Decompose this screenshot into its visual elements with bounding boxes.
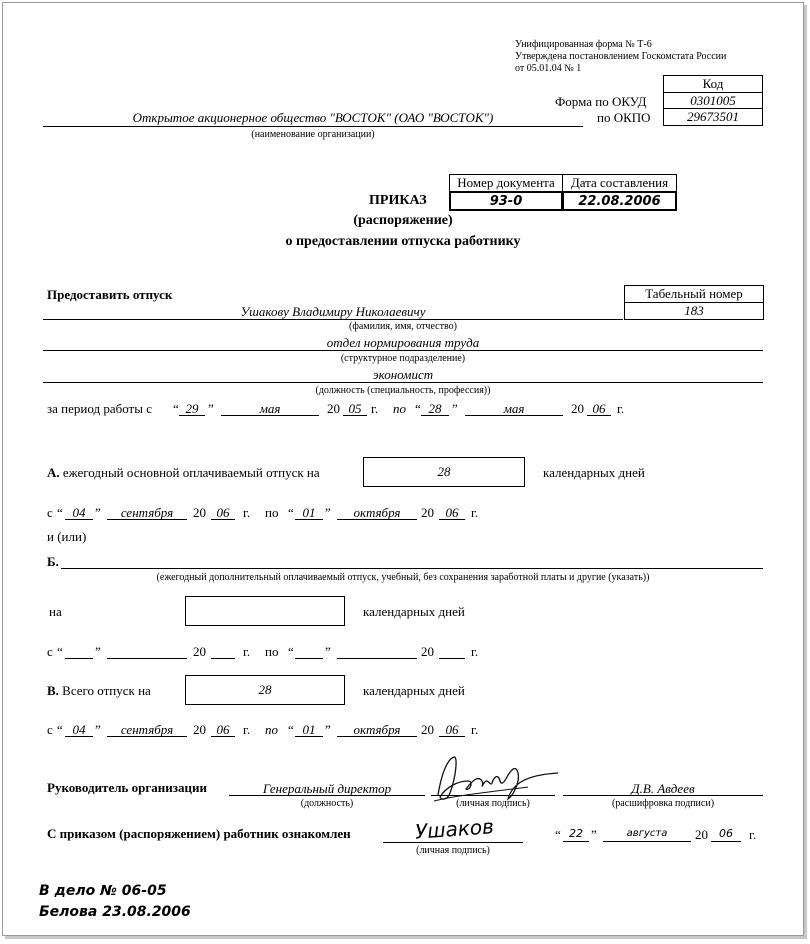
form-reference-line1: Унифицированная форма № Т-6 [515, 39, 652, 50]
head-position: Генеральный директор [262, 781, 392, 796]
work-to-day: 28 [428, 401, 442, 416]
work-from-day-line [179, 415, 205, 416]
section-v-days-label: календарных дней [363, 683, 465, 698]
quote-open: “ [173, 401, 179, 416]
year-prefix: 20 [193, 644, 206, 659]
work-from-day: 29 [185, 401, 199, 416]
work-to-year-prefix: 20 [571, 401, 584, 416]
document-subtitle: (распоряжение) [353, 213, 453, 228]
okpo-label: по ОКПО [597, 110, 651, 125]
section-b-letter: Б. [47, 554, 59, 569]
section-b-days-box [185, 596, 345, 626]
decoding-caption: (расшифровка подписи) [611, 798, 715, 809]
ack-month: августа [626, 828, 668, 839]
section-b-to-month-line [337, 658, 417, 659]
section-v-label: Всего отпуск на [62, 683, 151, 698]
tab-number-value: 183 [624, 302, 764, 320]
work-from-year: 05 [348, 401, 362, 416]
quote-close: ” [452, 401, 458, 416]
line [563, 841, 589, 842]
section-b-underline [61, 568, 763, 569]
year-prefix: 20 [193, 722, 206, 737]
employee-name-caption: (фамилия, имя, отчество) [349, 321, 457, 332]
section-a-to-day: 01 [302, 505, 316, 520]
section-v-from-month: сентября [120, 722, 174, 737]
quote-close: ” [325, 722, 331, 737]
work-to-day-line [421, 415, 449, 416]
quote-close: ” [95, 505, 101, 520]
section-a-label: ежегодный основной оплачиваемый отпуск на [62, 465, 320, 480]
line [337, 519, 417, 520]
work-from-year-suffix: г. [371, 401, 379, 416]
section-v-from-year: 06 [216, 722, 230, 737]
section-b-from-month-line [107, 658, 187, 659]
employee-signature: Ушаков [414, 814, 495, 844]
quote-close: ” [95, 644, 101, 659]
section-v-to-year: 06 [445, 722, 459, 737]
form-reference-line3: от 05.01.04 № 1 [515, 63, 582, 74]
section-a-from-year: 06 [216, 505, 230, 520]
section-b-to-day-line [295, 658, 323, 659]
year-suffix: г. [243, 722, 251, 737]
section-v-days: 28 [258, 682, 272, 697]
signature-caption: (личная подпись) [456, 798, 530, 809]
section-v-from-label: с [47, 722, 53, 737]
head-signature-icon [428, 751, 563, 809]
section-v-days-box [185, 675, 345, 705]
and-or-label: и (или) [47, 529, 87, 544]
employee-name-underline [43, 319, 623, 320]
employee-full-name: Ушакову Владимиру Николаевичу [240, 304, 426, 319]
department-underline [43, 350, 763, 351]
year-suffix: г. [243, 505, 251, 520]
tab-number-header: Табельный номер [624, 285, 764, 303]
quote-open: “ [288, 505, 294, 520]
section-a-to-label: по [265, 505, 279, 520]
line [711, 841, 741, 842]
archive-note-line1: В дело № 06-05 [39, 883, 167, 899]
archive-note-line2: Белова 23.08.2006 [39, 904, 191, 920]
line [295, 519, 323, 520]
work-to-label: по [393, 401, 406, 416]
employee-signature-caption: (личная подпись) [416, 845, 490, 856]
line [211, 519, 235, 520]
organization-name: Открытое акционерное общество "ВОСТОК" (ОАО "ВОСТОК") [132, 110, 494, 125]
section-a-days-box [363, 457, 525, 487]
okud-code-cell: 0301005 [663, 92, 763, 109]
section-v-to-day: 01 [302, 722, 316, 737]
work-to-month-line [465, 415, 563, 416]
line [65, 736, 93, 737]
quote-close: ” [95, 722, 101, 737]
section-b-caption: (ежегодный дополнительный оплачиваемый отпуск, учебный, без сохранения заработной платы и другие (указать)) [156, 572, 650, 583]
acquainted-label: С приказом (распоряжением) работник ознакомлен [47, 826, 351, 841]
line [211, 736, 235, 737]
line [439, 736, 465, 737]
quote-close: ” [208, 401, 214, 416]
line [65, 519, 93, 520]
year-suffix: г. [243, 644, 251, 659]
section-a-from-month: сентября [120, 505, 174, 520]
work-from-year-prefix: 20 [327, 401, 340, 416]
work-from-year-line [343, 415, 367, 416]
year-prefix: 20 [421, 722, 434, 737]
section-b-from-day-line [65, 658, 93, 659]
position-underline [43, 382, 763, 383]
okud-label: Форма по ОКУД [555, 94, 647, 109]
organization-underline [43, 126, 583, 127]
head-name-line [563, 795, 763, 796]
quote-open: “ [555, 827, 561, 842]
form-reference-line2: Утверждена постановлением Госкомстата России [515, 51, 727, 62]
section-a-days: 28 [437, 464, 451, 479]
section-a-days-label: календарных дней [543, 465, 645, 480]
section-b-to-label: по [265, 644, 279, 659]
head-label: Руководитель организации [47, 780, 207, 795]
quote-open: “ [288, 722, 294, 737]
section-a-from-day: 04 [72, 505, 86, 520]
position-caption: (должность) [300, 798, 354, 809]
grant-leave-label: Предоставить отпуск [47, 287, 173, 302]
work-period-label: за период работы с [47, 401, 152, 416]
quote-open: “ [288, 644, 294, 659]
quote-open: “ [57, 722, 63, 737]
line [337, 736, 417, 737]
year-prefix: 20 [193, 505, 206, 520]
document-title: ПРИКАЗ [369, 193, 427, 208]
quote-open: “ [57, 644, 63, 659]
doc-number-value: 93-0 [449, 191, 563, 211]
work-to-month: мая [503, 401, 525, 416]
quote-open: “ [415, 401, 421, 416]
section-v-letter: В. [47, 683, 59, 698]
section-b-on-label: на [49, 604, 62, 619]
work-to-year: 06 [592, 401, 606, 416]
section-a-to-year: 06 [445, 505, 459, 520]
employee-department: отдел нормирования труда [326, 335, 480, 350]
section-b-from-label: с [47, 644, 53, 659]
organization-caption: (наименование организации) [251, 129, 375, 140]
code-header-cell: Код [663, 75, 763, 93]
employee-position: экономист [372, 367, 434, 382]
section-a-from-label: с [47, 505, 53, 520]
line [107, 519, 187, 520]
section-b-from-year-line [211, 658, 235, 659]
doc-number-header: Номер документа [449, 174, 563, 192]
line [439, 519, 465, 520]
line [603, 841, 691, 842]
section-a-letter: А. [47, 465, 60, 480]
quote-close: ” [591, 827, 597, 842]
line [295, 736, 323, 737]
year-suffix: г. [471, 644, 479, 659]
quote-close: ” [325, 505, 331, 520]
year-prefix: 20 [421, 644, 434, 659]
doc-date-value: 22.08.2006 [562, 191, 677, 211]
document-heading: о предоставлении отпуска работнику [285, 234, 521, 249]
year-prefix: 20 [421, 505, 434, 520]
section-v-to-label: по [265, 722, 278, 737]
order-form-t6 [2, 2, 804, 936]
section-v-from-day: 04 [72, 722, 86, 737]
ack-year: 06 [719, 827, 733, 840]
department-caption: (структурное подразделение) [340, 353, 466, 364]
work-from-month: мая [259, 401, 281, 416]
quote-close: ” [325, 644, 331, 659]
section-b-days-label: календарных дней [363, 604, 465, 619]
head-position-line [229, 795, 425, 796]
section-v-to-month: октября [353, 722, 401, 737]
quote-open: “ [57, 505, 63, 520]
section-a-to-month: октября [353, 505, 401, 520]
employee-signature-line [383, 842, 523, 843]
section-b-to-year-line [439, 658, 465, 659]
work-to-year-suffix: г. [617, 401, 625, 416]
year-suffix: г. [471, 505, 479, 520]
line [107, 736, 187, 737]
work-from-month-line [221, 415, 319, 416]
ack-day: 22 [569, 827, 583, 840]
doc-date-header: Дата составления [562, 174, 677, 192]
year-prefix: 20 [695, 827, 708, 842]
work-to-year-line [587, 415, 611, 416]
okpo-code-cell: 29673501 [663, 108, 763, 126]
year-suffix: г. [749, 827, 757, 842]
head-name: Д.В. Авдеев [631, 781, 695, 796]
year-suffix: г. [471, 722, 479, 737]
position-caption: (должность (специальность, профессия)) [315, 385, 491, 396]
